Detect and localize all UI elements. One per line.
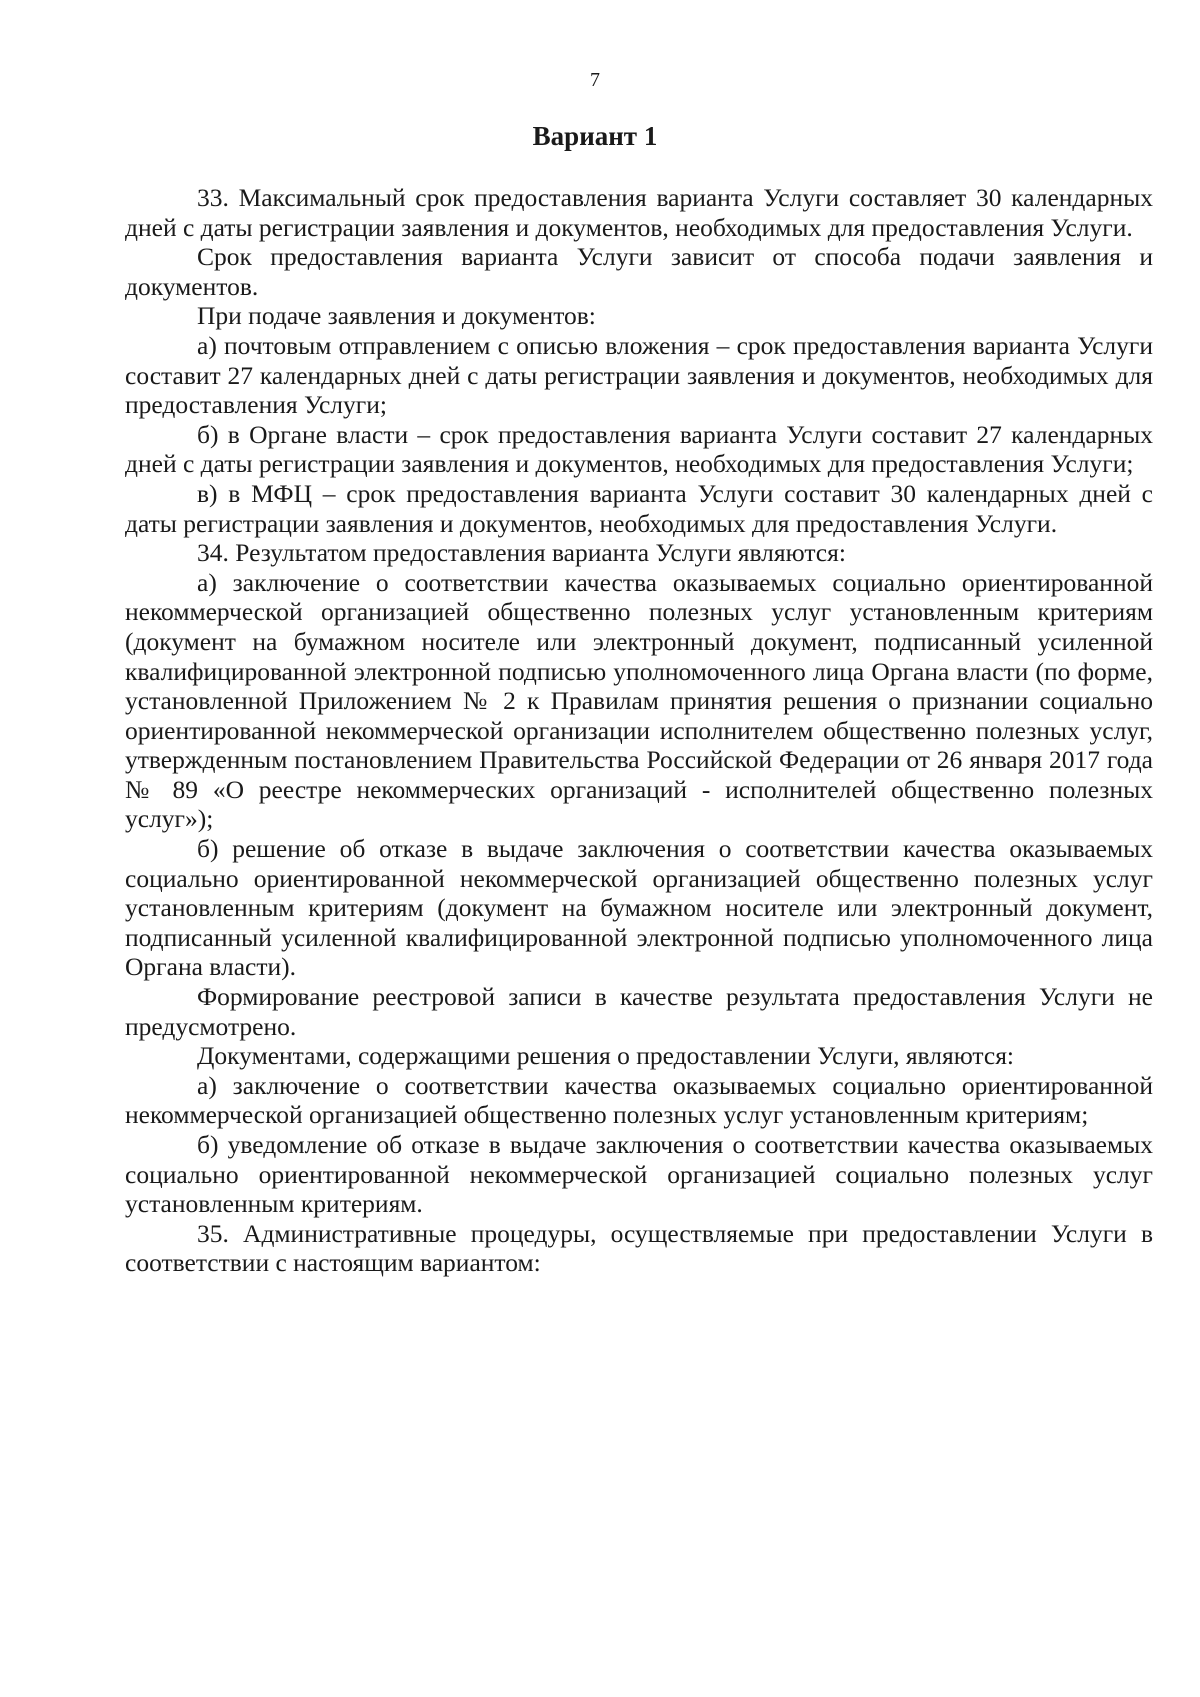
paragraph-33: 33. Максимальный срок предоставления варианта Услуги составляет 30 календарных дней с даты регистрации заявления и документов, необходимых для предоставления Услуги. bbox=[125, 183, 1153, 242]
document-body bbox=[125, 183, 1153, 1278]
paragraph-result-b: б) решение об отказе в выдаче заключения о соответствии качества оказываемых социально ориентированной некоммерческой организацией общественно полезных услуг установленным критериям (документ на бумажном носителе или электронный документ, подписанный усиленной квалифицированной электронной подписью уполномоченного лица Органа власти). bbox=[125, 834, 1153, 982]
paragraph-decision-documents: Документами, содержащими решения о предоставлении Услуги, являются: bbox=[197, 1041, 1015, 1071]
paragraph-item-b-authority: б) в Органе власти – срок предоставления варианта Услуги составит 27 календарных дней с даты регистрации заявления и документов, необходимых для предоставления Услуги; bbox=[125, 419, 1153, 479]
paragraph-35: 35. Административные процедуры, осуществляемые при предоставлении Услуги в соответствии с настоящим вариантом: bbox=[125, 1218, 1153, 1278]
section-heading: Вариант 1 bbox=[532, 121, 658, 151]
paragraph-item-a-mail: а) почтовым отправлением с описью вложения – срок предоставления варианта Услуги составит 27 календарных дней с даты регистрации заявления и документов, необходимых для предоставления Услуги; bbox=[125, 330, 1153, 420]
paragraph-decision-a: а) заключение о соответствии качества оказываемых социально ориентированной некоммерческой организацией общественно полезных услуг установленным критериям; bbox=[125, 1070, 1153, 1130]
paragraph-registry-record: Формирование реестровой записи в качестве результата предоставления Услуги не предусмотрено. bbox=[125, 982, 1153, 1041]
paragraph-34: 34. Результатом предоставления варианта Услуги являются: bbox=[197, 538, 846, 568]
paragraph-submission-intro: При подаче заявления и документов: bbox=[197, 301, 596, 331]
paragraph-decision-b: б) уведомление об отказе в выдаче заключения о соответствии качества оказываемых социально ориентированной некоммерческой организацией социально полезных услуг установленным критериям. bbox=[125, 1130, 1153, 1219]
paragraph-result-a: а) заключение о соответствии качества оказываемых социально ориентированной некоммерческой организацией общественно полезных услуг установленным критериям (документ на бумажном носителе или электронный документ, подписанный усиленной квалифицированной электронной подписью уполномоченного лица Органа власти (по форме, установленной Приложением № 2 к Правилам принятия решения о признании социально ориентированной некоммерческой организации исполнителем общественно полезных услуг, утвержденным постановлением Правительства Российской Федерации от 26 января 2017 года № 89 «О реестре некоммерческих организаций - исполнителей общественно полезных услуг»); bbox=[125, 567, 1153, 834]
page-number: 7 bbox=[590, 69, 600, 91]
paragraph-term-dependency: Срок предоставления варианта Услуги зависит от способа подачи заявления и документов. bbox=[125, 242, 1153, 301]
paragraph-item-v-mfc: в) в МФЦ – срок предоставления варианта Услуги составит 30 календарных дней с даты регистрации заявления и документов, необходимых для предоставления Услуги. bbox=[125, 478, 1153, 538]
